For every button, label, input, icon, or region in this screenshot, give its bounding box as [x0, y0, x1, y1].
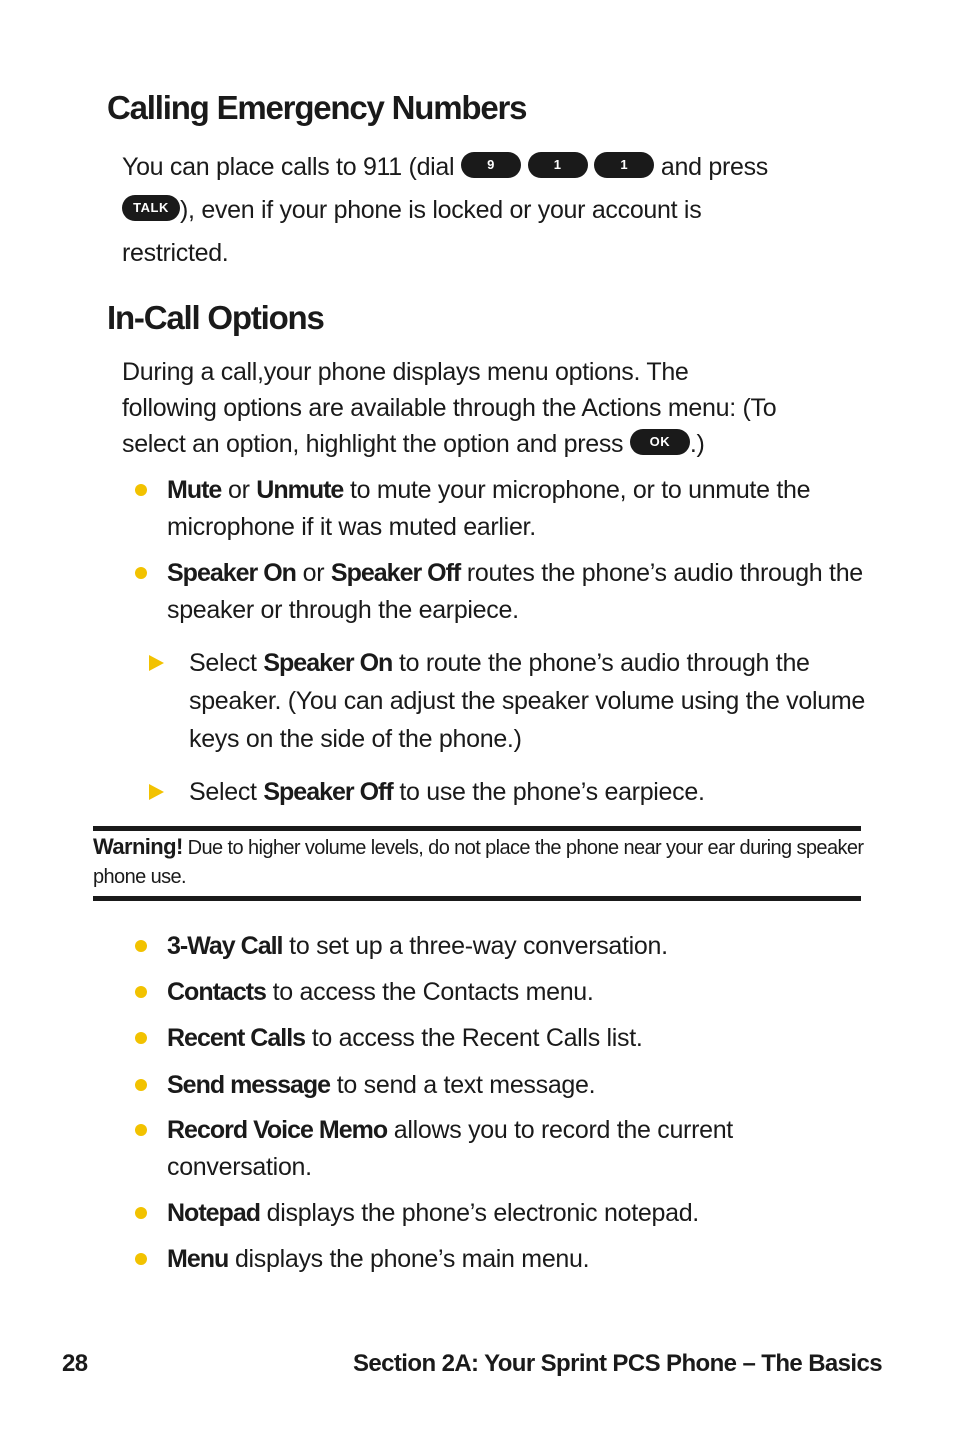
option-name: Contacts	[167, 978, 266, 1006]
option-name: 3-Way Call	[167, 932, 283, 960]
warning-top-rule	[93, 826, 861, 831]
bullet-dot-icon	[135, 1032, 147, 1044]
bullet-dot-icon	[135, 1124, 147, 1136]
emergency-text-before-keys: You can place calls to 911 (dial	[122, 153, 455, 181]
list-item-3way-call	[167, 928, 867, 965]
option-description: displays the phone’s electronic notepad.	[266, 1199, 699, 1227]
bullet-dot-icon	[135, 484, 147, 496]
option-description: to send a text message.	[336, 1071, 596, 1099]
footer-section-title: Section 2A: Your Sprint PCS Phone – The Basics	[353, 1350, 882, 1377]
bullet-dot-icon	[135, 986, 147, 998]
option-description: to mute your microphone, or to unmute the microphone if it was muted earlier.	[167, 476, 811, 541]
option-description: displays the phone’s main menu.	[234, 1245, 590, 1273]
list-item-send-message	[167, 1067, 867, 1104]
sub-item-prefix: Select	[189, 649, 257, 677]
key-1-icon: 1	[594, 152, 654, 178]
key-1-icon: 1	[528, 152, 588, 178]
incall-intro	[122, 354, 882, 462]
emergency-text-after-talk: ), even if your phone is locked or your account is	[180, 196, 702, 224]
option-name: Unmute	[256, 476, 344, 504]
incall-intro-end: .)	[689, 430, 705, 458]
warning-text: Due to higher volume levels, do not place the phone near your ear during speaker phone use.	[93, 837, 864, 888]
bullet-dot-icon	[135, 1207, 147, 1219]
section-title-emergency: Calling Emergency Numbers	[107, 89, 527, 126]
emergency-text-after-keys: and press	[660, 153, 769, 181]
page-number: 28	[62, 1350, 88, 1377]
arrow-right-icon	[149, 784, 164, 800]
warning-label: Warning!	[93, 834, 183, 859]
list-item-mute	[167, 472, 867, 546]
option-name: Record Voice Memo	[167, 1116, 388, 1144]
option-name: Recent Calls	[167, 1024, 306, 1052]
talk-key-icon: TALK	[122, 195, 180, 221]
bullet-dot-icon	[135, 1079, 147, 1091]
emergency-paragraph	[122, 146, 862, 275]
list-item-speaker	[167, 555, 867, 629]
ok-key-icon: OK	[630, 429, 690, 455]
option-description: allows you to record the current conversation.	[167, 1116, 733, 1181]
list-item-notepad	[167, 1195, 867, 1232]
sub-item-prefix: Select	[189, 778, 257, 806]
bullet-dot-icon	[135, 940, 147, 952]
incall-intro-line3: select an option, highlight the option and press	[122, 430, 624, 458]
option-description: to access the Recent Calls list.	[311, 1024, 643, 1052]
arrow-right-icon	[149, 655, 164, 671]
section-title-incall: In-Call Options	[107, 299, 324, 336]
option-name: Notepad	[167, 1199, 260, 1227]
sub-item-speaker-on	[189, 644, 869, 758]
list-item-recent-calls	[167, 1020, 867, 1057]
incall-intro-line2: following options are available through the Actions menu: (To	[122, 394, 777, 422]
option-name: Speaker Off	[330, 559, 461, 587]
sub-item-speaker-off	[189, 773, 869, 811]
warning-bottom-rule	[93, 896, 861, 901]
emergency-text-last-line: restricted.	[122, 239, 229, 267]
option-name: Speaker Off	[263, 778, 393, 806]
option-description: routes the phone’s audio through the speaker or through the earpiece.	[167, 559, 863, 624]
option-name: Send message	[167, 1071, 331, 1099]
bullet-dot-icon	[135, 1253, 147, 1265]
option-description: to set up a three-way conversation.	[289, 932, 668, 960]
option-connector: or	[227, 476, 250, 504]
sub-item-description: to route the phone’s audio through the speaker. (You can adjust the speaker volume using the volume keys on the side of the phone.)	[189, 649, 865, 753]
option-name: Mute	[167, 476, 222, 504]
option-name: Menu	[167, 1245, 229, 1273]
sub-item-description: to use the phone’s earpiece.	[399, 778, 705, 806]
option-connector: or	[302, 559, 325, 587]
warning-note	[93, 832, 873, 892]
option-name: Speaker On	[167, 559, 296, 587]
option-name: Speaker On	[263, 649, 393, 677]
list-item-menu	[167, 1241, 867, 1278]
bullet-dot-icon	[135, 567, 147, 579]
key-9-icon: 9	[461, 152, 521, 178]
incall-intro-line1: During a call,your phone displays menu options. The	[122, 358, 689, 386]
list-item-contacts	[167, 974, 867, 1011]
list-item-record-voice-memo	[167, 1112, 867, 1186]
option-description: to access the Contacts menu.	[272, 978, 594, 1006]
